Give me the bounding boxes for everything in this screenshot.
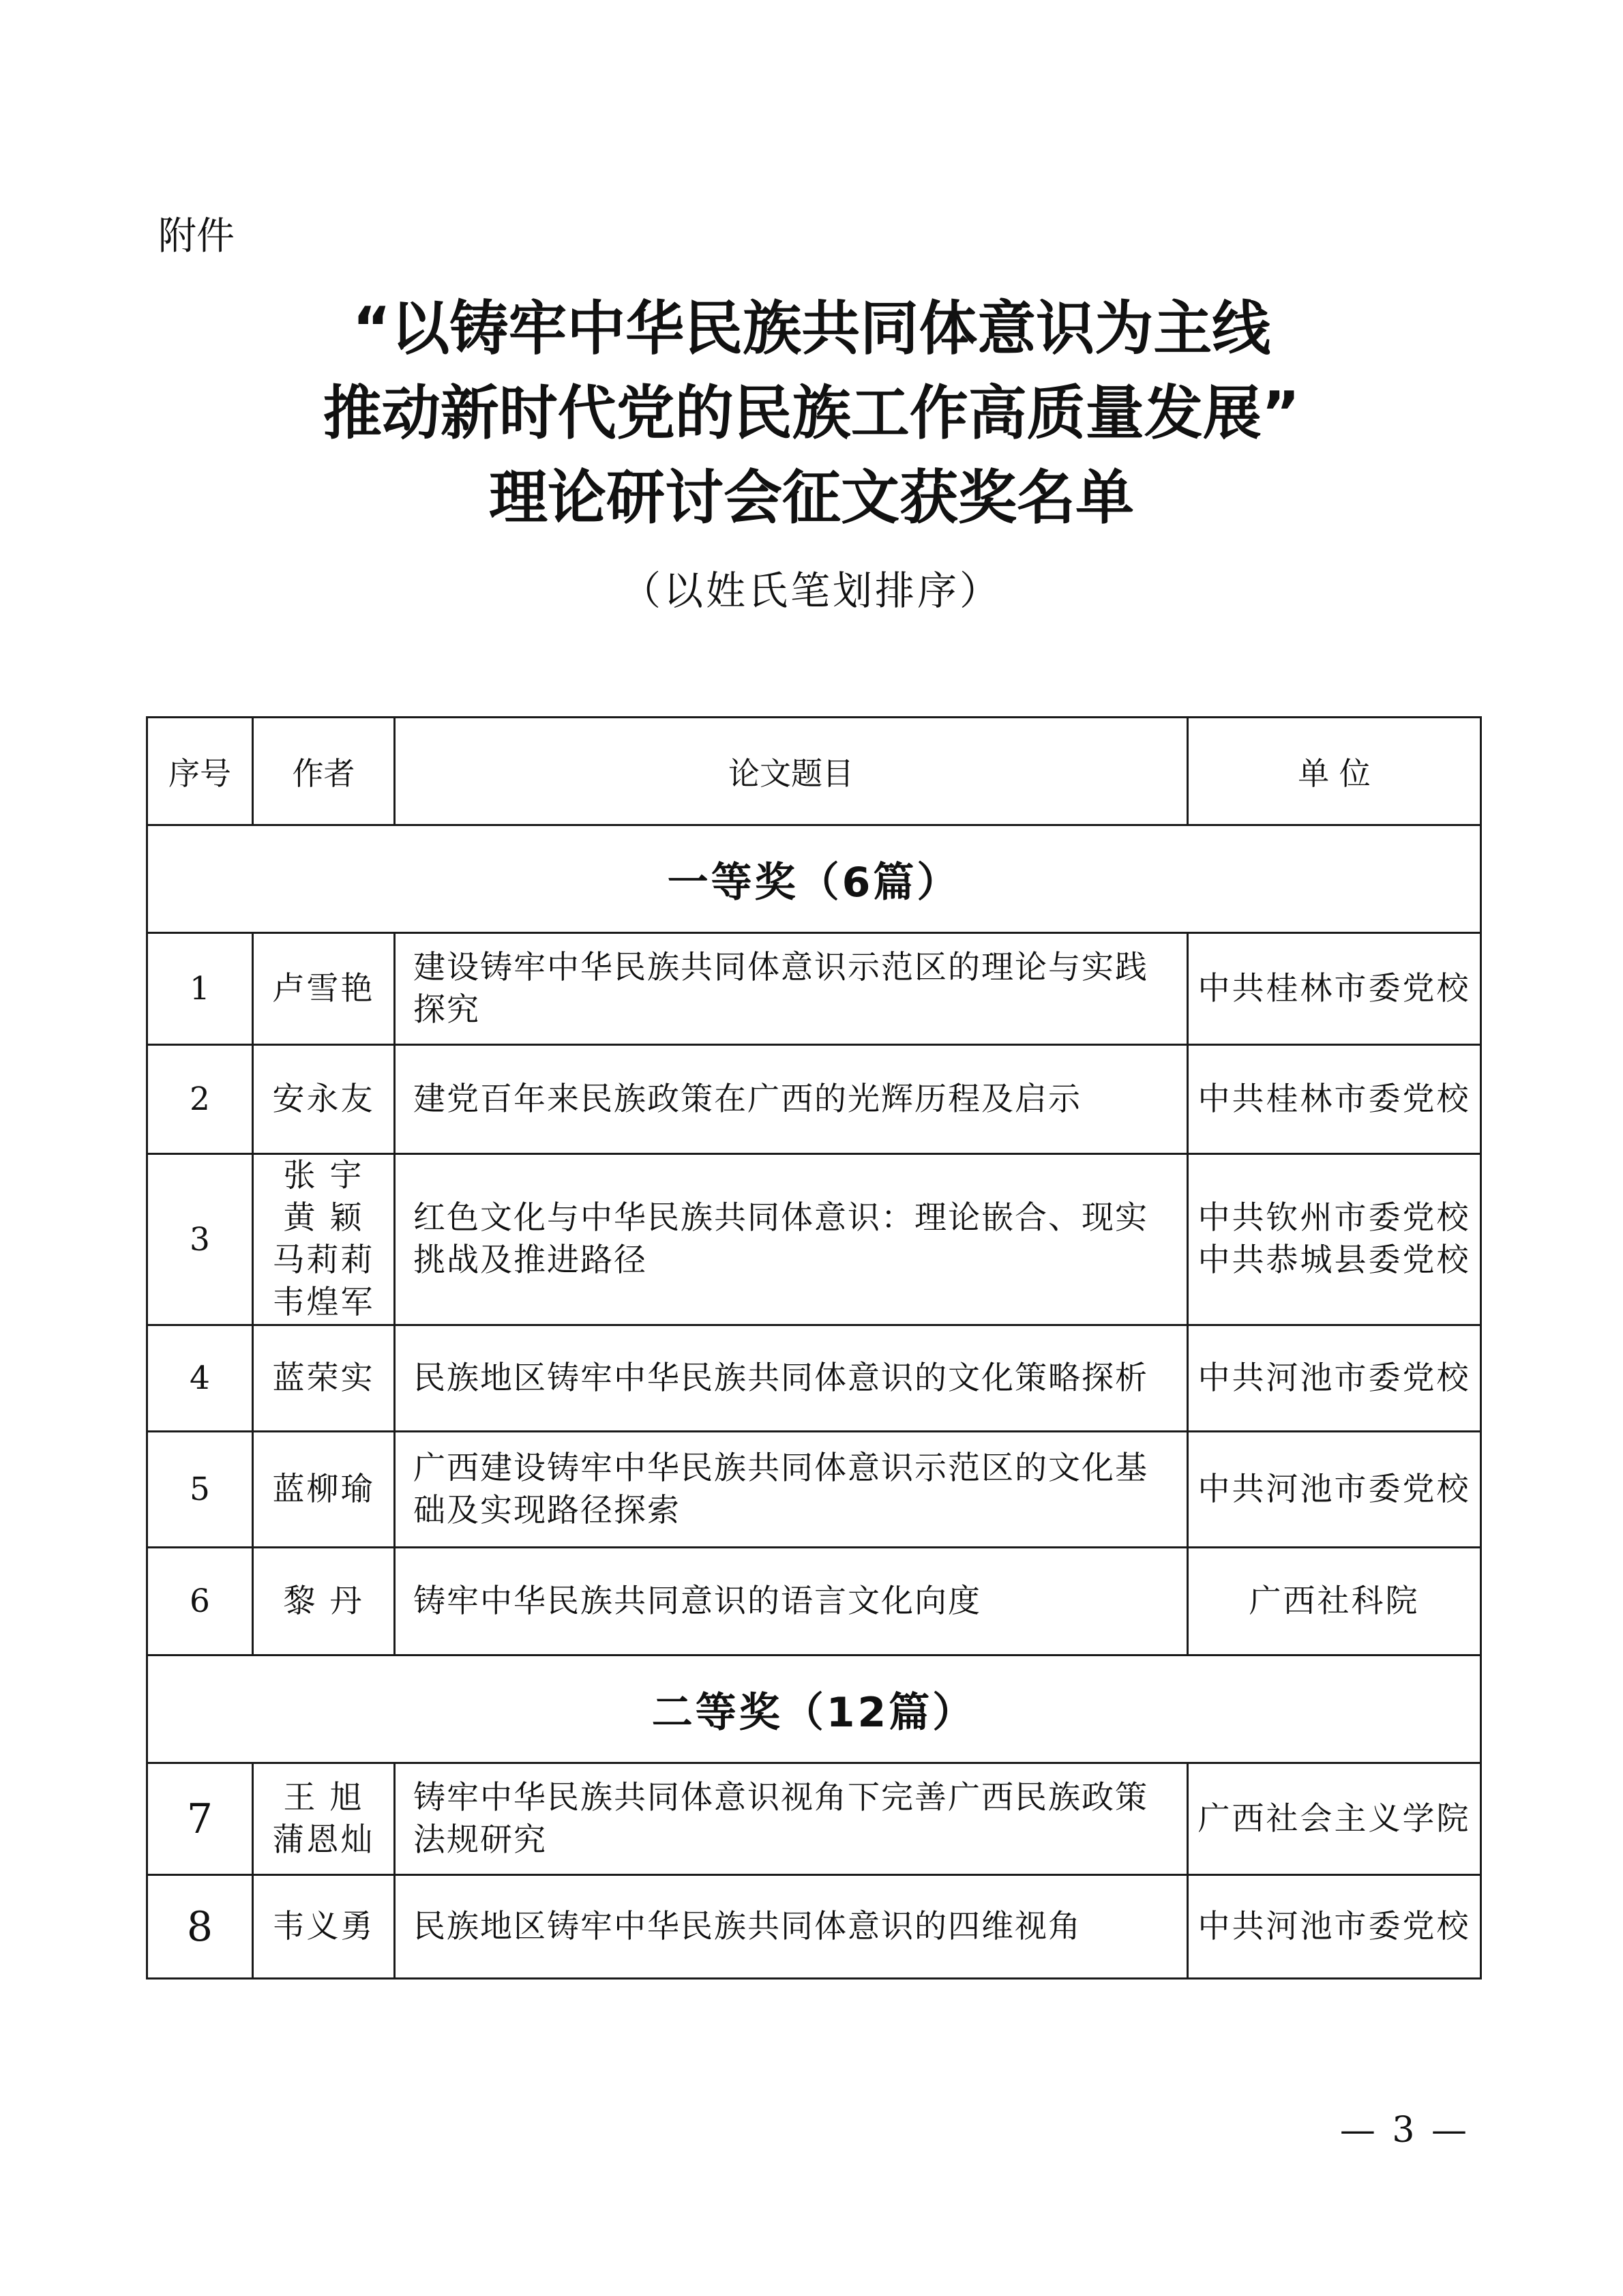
- unit-name: 中共河池市委党校: [1197, 1470, 1471, 1508]
- header-title: 论文题目: [395, 718, 1188, 825]
- page-number: — 3 —: [1339, 2110, 1470, 2151]
- row-no: 8: [147, 1875, 253, 1979]
- unit-name: 广西社会主义学院: [1197, 1799, 1471, 1838]
- unit-name: 中共钦州市委党校: [1197, 1199, 1471, 1237]
- row-authors: [253, 1763, 395, 1875]
- table-header-row: [147, 718, 1481, 825]
- author-name: 蓝荣实: [272, 1359, 375, 1397]
- row-authors: [253, 1045, 395, 1154]
- row-authors: [253, 933, 395, 1045]
- header-author: 作者: [253, 718, 395, 825]
- table-row: [147, 1154, 1481, 1325]
- row-units: [1188, 1875, 1481, 1979]
- row-authors: [253, 1548, 395, 1655]
- table-row: [147, 1432, 1481, 1548]
- row-units: [1188, 933, 1481, 1045]
- unit-name: 中共河池市委党校: [1197, 1359, 1471, 1397]
- author-name: 卢雪艳: [272, 969, 375, 1007]
- section-heading: 一等奖（6篇）: [147, 825, 1481, 933]
- row-paper-title: 红色文化与中华民族共同体意识：理论嵌合、现实挑战及推进路径: [395, 1154, 1188, 1325]
- row-units: [1188, 1325, 1481, 1432]
- row-authors: [253, 1432, 395, 1548]
- author-name: 安永友: [272, 1080, 375, 1118]
- table-row: [147, 1763, 1481, 1875]
- row-paper-title: 建党百年来民族政策在广西的光辉历程及启示: [395, 1045, 1188, 1154]
- table-row: [147, 1045, 1481, 1154]
- row-paper-title: 民族地区铸牢中华民族共同体意识的文化策略探析: [395, 1325, 1188, 1432]
- author-name: 韦义勇: [272, 1907, 375, 1945]
- row-authors: [253, 1325, 395, 1432]
- attachment-label: 附件: [158, 214, 235, 259]
- row-no: 1: [147, 933, 253, 1045]
- author-name: 黎 丹: [283, 1582, 364, 1620]
- row-no: 5: [147, 1432, 253, 1548]
- author-name: 马莉莉: [272, 1241, 375, 1279]
- row-no: 4: [147, 1325, 253, 1432]
- section-heading: 二等奖（12篇）: [147, 1655, 1481, 1763]
- table-row: [147, 933, 1481, 1045]
- section-row-first-prize: [147, 825, 1481, 933]
- unit-name: 中共恭城县委党校: [1197, 1241, 1471, 1279]
- award-table: [146, 716, 1482, 1979]
- author-name: 蓝柳瑜: [272, 1470, 375, 1508]
- header-unit: 单 位: [1188, 718, 1481, 825]
- row-no: 6: [147, 1548, 253, 1655]
- author-name: 黄 颖: [283, 1199, 364, 1237]
- author-name: 王 旭: [283, 1778, 364, 1816]
- table-row: [147, 1325, 1481, 1432]
- author-name: 韦煌军: [272, 1284, 375, 1321]
- row-paper-title: 铸牢中华民族共同体意识视角下完善广西民族政策法规研究: [395, 1763, 1188, 1875]
- row-units: [1188, 1154, 1481, 1325]
- row-units: [1188, 1548, 1481, 1655]
- row-no: 7: [147, 1763, 253, 1875]
- section-row-second-prize: [147, 1655, 1481, 1763]
- row-authors: [253, 1154, 395, 1325]
- table-row: [147, 1875, 1481, 1979]
- row-units: [1188, 1432, 1481, 1548]
- unit-name: 中共桂林市委党校: [1197, 1080, 1471, 1118]
- row-units: [1188, 1763, 1481, 1875]
- author-name: 张 宇: [283, 1157, 364, 1194]
- unit-name: 中共桂林市委党校: [1197, 969, 1471, 1007]
- row-no: 3: [147, 1154, 253, 1325]
- row-paper-title: 建设铸牢中华民族共同体意识示范区的理论与实践探究: [395, 933, 1188, 1045]
- author-name: 蒲恩灿: [272, 1821, 375, 1859]
- document-title: [0, 286, 1623, 540]
- title-line-3: 理论研讨会征文获奖名单: [489, 464, 1134, 532]
- row-no: 2: [147, 1045, 253, 1154]
- header-no: 序号: [147, 718, 253, 825]
- title-line-1: “以铸牢中华民族共同体意识为主线: [352, 295, 1271, 363]
- row-authors: [253, 1875, 395, 1979]
- table-row: [147, 1548, 1481, 1655]
- row-paper-title: 广西建设铸牢中华民族共同体意识示范区的文化基础及实现路径探索: [395, 1432, 1188, 1548]
- unit-name: 中共河池市委党校: [1197, 1907, 1471, 1945]
- title-line-2: 推动新时代党的民族工作高质量发展”: [323, 379, 1300, 447]
- sort-note: （以姓氏笔划排序）: [621, 568, 1002, 614]
- row-units: [1188, 1045, 1481, 1154]
- row-paper-title: 铸牢中华民族共同意识的语言文化向度: [395, 1548, 1188, 1655]
- unit-name: 广西社科院: [1249, 1582, 1420, 1620]
- row-paper-title: 民族地区铸牢中华民族共同体意识的四维视角: [395, 1875, 1188, 1979]
